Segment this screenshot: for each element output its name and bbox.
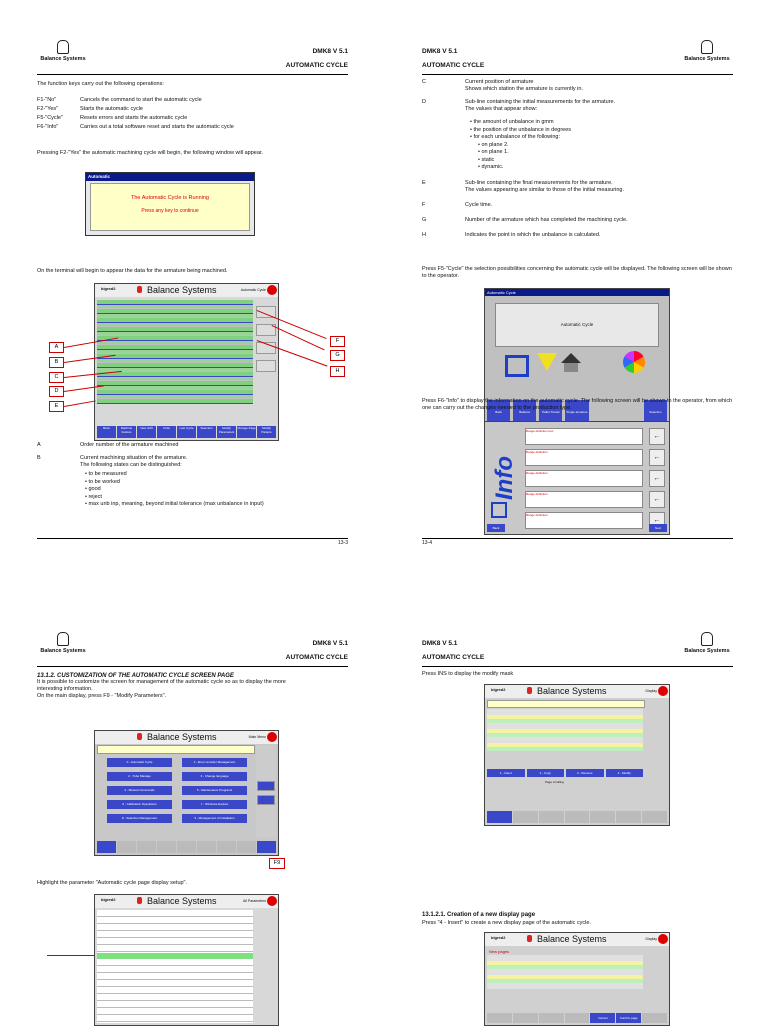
callout-f9: F9 [269, 858, 285, 869]
function-key[interactable] [565, 811, 590, 823]
version-label: DMK8 V 5.1 [312, 48, 348, 55]
info-field[interactable]: Range definition [525, 491, 643, 508]
menu-calibration[interactable]: 6 - Calibration Operations [107, 800, 172, 809]
info-fields [525, 428, 643, 529]
key-row: F5-"Cycle" Resets errors and starts the automatic cycle [37, 115, 188, 121]
page-header [37, 40, 348, 75]
function-key[interactable] [642, 1013, 667, 1023]
function-key-bar [487, 811, 667, 823]
back-button[interactable] [487, 811, 512, 823]
dialog-hint: Press any key to continue [141, 208, 199, 214]
stop-icon[interactable] [267, 896, 277, 906]
dialog-message: The Automatic Cycle is Running [131, 195, 209, 201]
modify-button[interactable]: 4 - Modify [606, 769, 644, 777]
automatic-dialog [85, 172, 255, 236]
balance-icon [491, 502, 507, 518]
callout-line [47, 955, 95, 956]
info-screen [484, 421, 670, 535]
function-key[interactable] [616, 811, 641, 823]
callout-c: C [49, 372, 64, 383]
function-key[interactable] [642, 811, 667, 823]
function-key[interactable] [237, 841, 256, 853]
single-armature-button[interactable]: Single armature [565, 400, 588, 424]
arrow-left-icon[interactable]: ← [649, 428, 665, 445]
menu-manual-commands[interactable]: 4 - Manual Commands [107, 786, 172, 795]
single-armature-icon [561, 353, 581, 363]
definition-list: A Order number of the armature machined B Current machining situation of the armature. The following states can be distinguished: • to be measured • to be worked • good • reject • max unb inp, meaning, beyond initial tolerance (max unbalance in input) [37, 436, 348, 509]
page-customization: Balance Systems DMK8 V 5.1 AUTOMATIC CYCLE 13.1.2. CUSTOMIZATION OF THE AUTOMATIC CYCLE SCREEN PAGE It is possible to customize the screen for management of the automatic cycle so as to display the more interesting information. On the main display, press F9 - "Modify Parameters". Balance Systems Main Menu 0 - Automatic Cycle 1 - Error recorder Management 2 - Tube Manage 3 - Change language 4 - Manual Commands 5 - Maintenance Programs 6 - Calibration Operations 7 - Windows Explore 8 - Selection Management 9 - Management of Installation F9 Highlight the parameter "Automatic cycle page display setup". bigred2 Balance Systems All Parameters [37, 632, 348, 700]
footer-rule [37, 538, 348, 539]
display-setup-table[interactable] [487, 709, 643, 751]
definition-list: C Current position of armature Shows which station the armature is currently in. D Sub-line containing the initial measurements for the armature. The values that appear show: • the amount of unbalance in gmm • the position of the unbalance in degrees • for each unbalance of the following: • on plane 2. • on plane 1. • static • dynamic. E Sub-line containing the final measurements for the armature. The values appearing are similar to those of the initial measuring. F Cycle time. G Number of the armature which has completed the machining cycle. H Indicates the point in which the unbalance is calculated. [422, 79, 733, 239]
main-menu-grid [107, 758, 247, 823]
dialog-body [90, 183, 250, 231]
units-button[interactable]: Units [157, 426, 176, 438]
new-shift-button[interactable]: New shift [137, 426, 156, 438]
logo-icon [701, 632, 713, 646]
pallet-icon [537, 353, 557, 371]
balance-systems-logo: Balance Systems [33, 632, 93, 654]
message-bar [97, 745, 255, 754]
selection-button[interactable]: Selection [644, 400, 667, 424]
function-key[interactable] [487, 1013, 512, 1023]
callout-f: F [330, 336, 345, 347]
info-logo: Info [491, 456, 518, 500]
balance-button[interactable]: Balance [513, 400, 536, 424]
side-buttons [256, 745, 276, 837]
function-key[interactable] [539, 811, 564, 823]
page-display-mask [422, 632, 733, 1020]
function-key[interactable] [513, 811, 538, 823]
pressing-text: Pressing F2-"Yes" the automatic machining cycle will begin, the following window will appear. [37, 150, 263, 156]
page-header [422, 40, 733, 75]
back-button[interactable]: Back [487, 400, 510, 424]
balance-systems-logo: Balance Systems [33, 40, 93, 62]
page-header [422, 632, 733, 667]
callout-h: H [330, 366, 345, 377]
key-row: F1-"No" Cancels the command to start the automatic cycle [37, 97, 202, 103]
menu-selection-management[interactable]: 8 - Selection Management [107, 814, 172, 823]
menu-tube-manage[interactable]: 2 - Tube Manage [107, 772, 172, 781]
callout-d: D [49, 386, 64, 397]
selection-icon [623, 351, 645, 373]
screen-titlebar: Automatic Cycle [485, 289, 669, 296]
page-header [37, 632, 348, 667]
balance-icon [505, 355, 529, 377]
state-list: • to be measured • to be worked • good • reject • max unb inp, meaning, beyond initial tolerance (max unbalance in input) [85, 471, 348, 509]
back-button[interactable]: Back [487, 524, 505, 532]
balance-systems-logo: Balance Systems [677, 40, 737, 62]
new-page-setup-table[interactable] [487, 955, 643, 989]
function-key-bar [487, 1013, 667, 1023]
menu-automatic-cycle[interactable]: 0 - Automatic Cycle [107, 758, 172, 767]
last-cycle-button[interactable]: Last Cycle [177, 426, 196, 438]
stop-icon[interactable] [267, 732, 277, 742]
arrow-left-icon[interactable]: ← [649, 512, 665, 529]
menu-error-recorder[interactable]: 1 - Error recorder Management [182, 758, 247, 767]
function-key[interactable] [177, 841, 196, 853]
next-button[interactable]: Next [649, 524, 667, 532]
highlight-text: Highlight the parameter "Automatic cycle page display setup". [37, 880, 188, 886]
arrow-left-icon[interactable]: ← [649, 470, 665, 487]
cancel-button[interactable]: Cancel [590, 1013, 615, 1023]
callout-line [64, 400, 96, 407]
highlighted-parameter-row[interactable] [97, 953, 253, 959]
main-menu-screen [94, 730, 279, 856]
screen-header: Balance Systems Main Menu [95, 731, 278, 744]
logo-icon [57, 40, 69, 54]
parameter-list[interactable] [97, 910, 253, 1023]
function-key[interactable] [217, 841, 236, 853]
menu-change-language[interactable]: 3 - Change language [182, 772, 247, 781]
screen-header: bigred2 Balance Systems Display [485, 933, 669, 946]
key-row: F6-"Info" Carries out a total software reset and starts the automatic cycle [37, 124, 234, 130]
screen-header: bigred2 Balance Systems All Parameters [95, 895, 278, 908]
subsection-heading: 13.1.2.1. Creation of a new display page [422, 912, 536, 918]
ins-text: Press INS to display the modify mask [422, 671, 514, 677]
info-field[interactable]: Range definition [525, 512, 643, 529]
display-screen [484, 684, 670, 826]
logo-icon [57, 632, 69, 646]
dialog-titlebar: Automatic [86, 173, 254, 181]
callout-b: B [49, 357, 64, 368]
side-button[interactable] [257, 781, 275, 791]
function-key[interactable] [97, 841, 116, 853]
parameters-screen [94, 894, 279, 1026]
menu-windows-explore[interactable]: 7 - Windows Explore [182, 800, 247, 809]
terminal-text: On the terminal will begin to appear the data for the armature being machined. [37, 268, 228, 274]
version-label: DMK8 V 5.1 [422, 48, 458, 55]
change-page-button[interactable]: Change Page [237, 426, 256, 438]
logo-icon [137, 733, 142, 740]
menu-installation[interactable]: 9 - Management of Installation [182, 814, 247, 823]
page-13-4 [422, 40, 733, 546]
stop-icon[interactable] [658, 934, 668, 944]
insert-button[interactable]: 1 - Insert [487, 769, 525, 777]
stop-icon[interactable] [267, 285, 277, 295]
callout-e: E [49, 401, 64, 412]
page-number: 13-3 [337, 540, 348, 546]
confirm-page-button[interactable]: Confirm page [616, 1013, 641, 1023]
side-button[interactable] [256, 360, 276, 372]
armature-data-table [97, 300, 253, 404]
section-heading: 13.1.2. CUSTOMIZATION OF THE AUTOMATIC CYCLE SCREEN PAGE [37, 673, 234, 679]
section-title: AUTOMATIC CYCLE [285, 654, 348, 661]
modify-parameters-button[interactable] [257, 841, 276, 853]
message-bar [487, 700, 645, 708]
modify-params-button[interactable]: Modify Params [257, 426, 276, 438]
key-row: F2-"Yes" Starts the automatic cycle [37, 106, 143, 112]
function-key[interactable] [157, 841, 176, 853]
arrow-left-icon[interactable]: ← [649, 491, 665, 508]
cycle-panel: Automatic Cycle [495, 303, 659, 347]
info-field[interactable]: Range definition text [525, 428, 643, 445]
new-page-screen [484, 932, 670, 1026]
arrow-left-icon[interactable]: ← [649, 449, 665, 466]
info-field[interactable]: Range definition [525, 449, 643, 466]
footer-rule [422, 538, 733, 539]
screen-header: bigred2 Balance Systems Automatic Cycle [95, 284, 278, 297]
function-key[interactable] [513, 1013, 538, 1023]
section-title: AUTOMATIC CYCLE [422, 62, 485, 69]
page-number: 13-4 [422, 540, 433, 546]
section-title: AUTOMATIC CYCLE [285, 62, 348, 69]
logo-icon [701, 40, 713, 54]
menu-maintenance[interactable]: 5 - Maintenance Programs [182, 786, 247, 795]
sub-text: Press "4 - Insert" to create a new display page of the automatic cycle. [422, 920, 591, 926]
logo-icon [137, 286, 142, 293]
automatic-cycle-screen [94, 283, 279, 441]
intro-text: The function keys carry out the following operations: [37, 81, 164, 87]
new-pages-label: New pages [489, 949, 510, 954]
logo-icon [137, 897, 142, 904]
side-button[interactable] [257, 795, 275, 805]
callout-g: G [330, 350, 345, 361]
function-key[interactable] [117, 841, 136, 853]
balance-systems-logo: Balance Systems [677, 632, 737, 654]
f5-text: Press F5-"Cycle" the selection possibilities concerning the automatic cycle will be displayed. The following screen will be shown to the operator. [422, 266, 732, 279]
pallet-transit-button[interactable]: Pallet Transit [539, 400, 562, 424]
function-key[interactable] [565, 1013, 590, 1023]
version-label: DMK8 V 5.1 [422, 640, 458, 647]
function-key[interactable] [197, 841, 216, 853]
remove-button[interactable]: 3 - Remove [566, 769, 604, 777]
screen-header: bigred2 Balance Systems Display [485, 685, 669, 698]
modify-parameters-button[interactable]: Modify Parameters [217, 426, 236, 438]
function-key-list [37, 96, 348, 132]
callout-a: A [49, 342, 64, 353]
function-key[interactable] [539, 1013, 564, 1023]
info-field[interactable]: Range definition [525, 470, 643, 487]
back-button[interactable]: Back [97, 426, 116, 438]
f6-text: Press F6-"Info" to display the information on the automatic cycle. The following screen will be shown to the operator, from which one can carry out the changes needed to the production type. [422, 398, 733, 411]
function-key-bar [97, 841, 276, 853]
copy-button[interactable]: 2 - Copy [527, 769, 565, 777]
callout-line [272, 325, 325, 350]
stop-icon[interactable] [658, 686, 668, 696]
page-13-3 [37, 40, 348, 546]
section-title: AUTOMATIC CYCLE [422, 654, 485, 661]
page-scrolling-label: Page scrolling [545, 780, 564, 784]
edit-buttons [487, 769, 643, 777]
function-key[interactable] [590, 811, 615, 823]
logo-icon [527, 935, 532, 942]
selection-button[interactable]: Selection [197, 426, 216, 438]
machine-buttons-button[interactable]: Machine buttons [117, 426, 136, 438]
function-key[interactable] [137, 841, 156, 853]
single-armature-base [564, 363, 578, 372]
info-arrow-buttons [649, 428, 665, 529]
logo-icon [527, 687, 532, 694]
version-label: DMK8 V 5.1 [312, 640, 348, 647]
